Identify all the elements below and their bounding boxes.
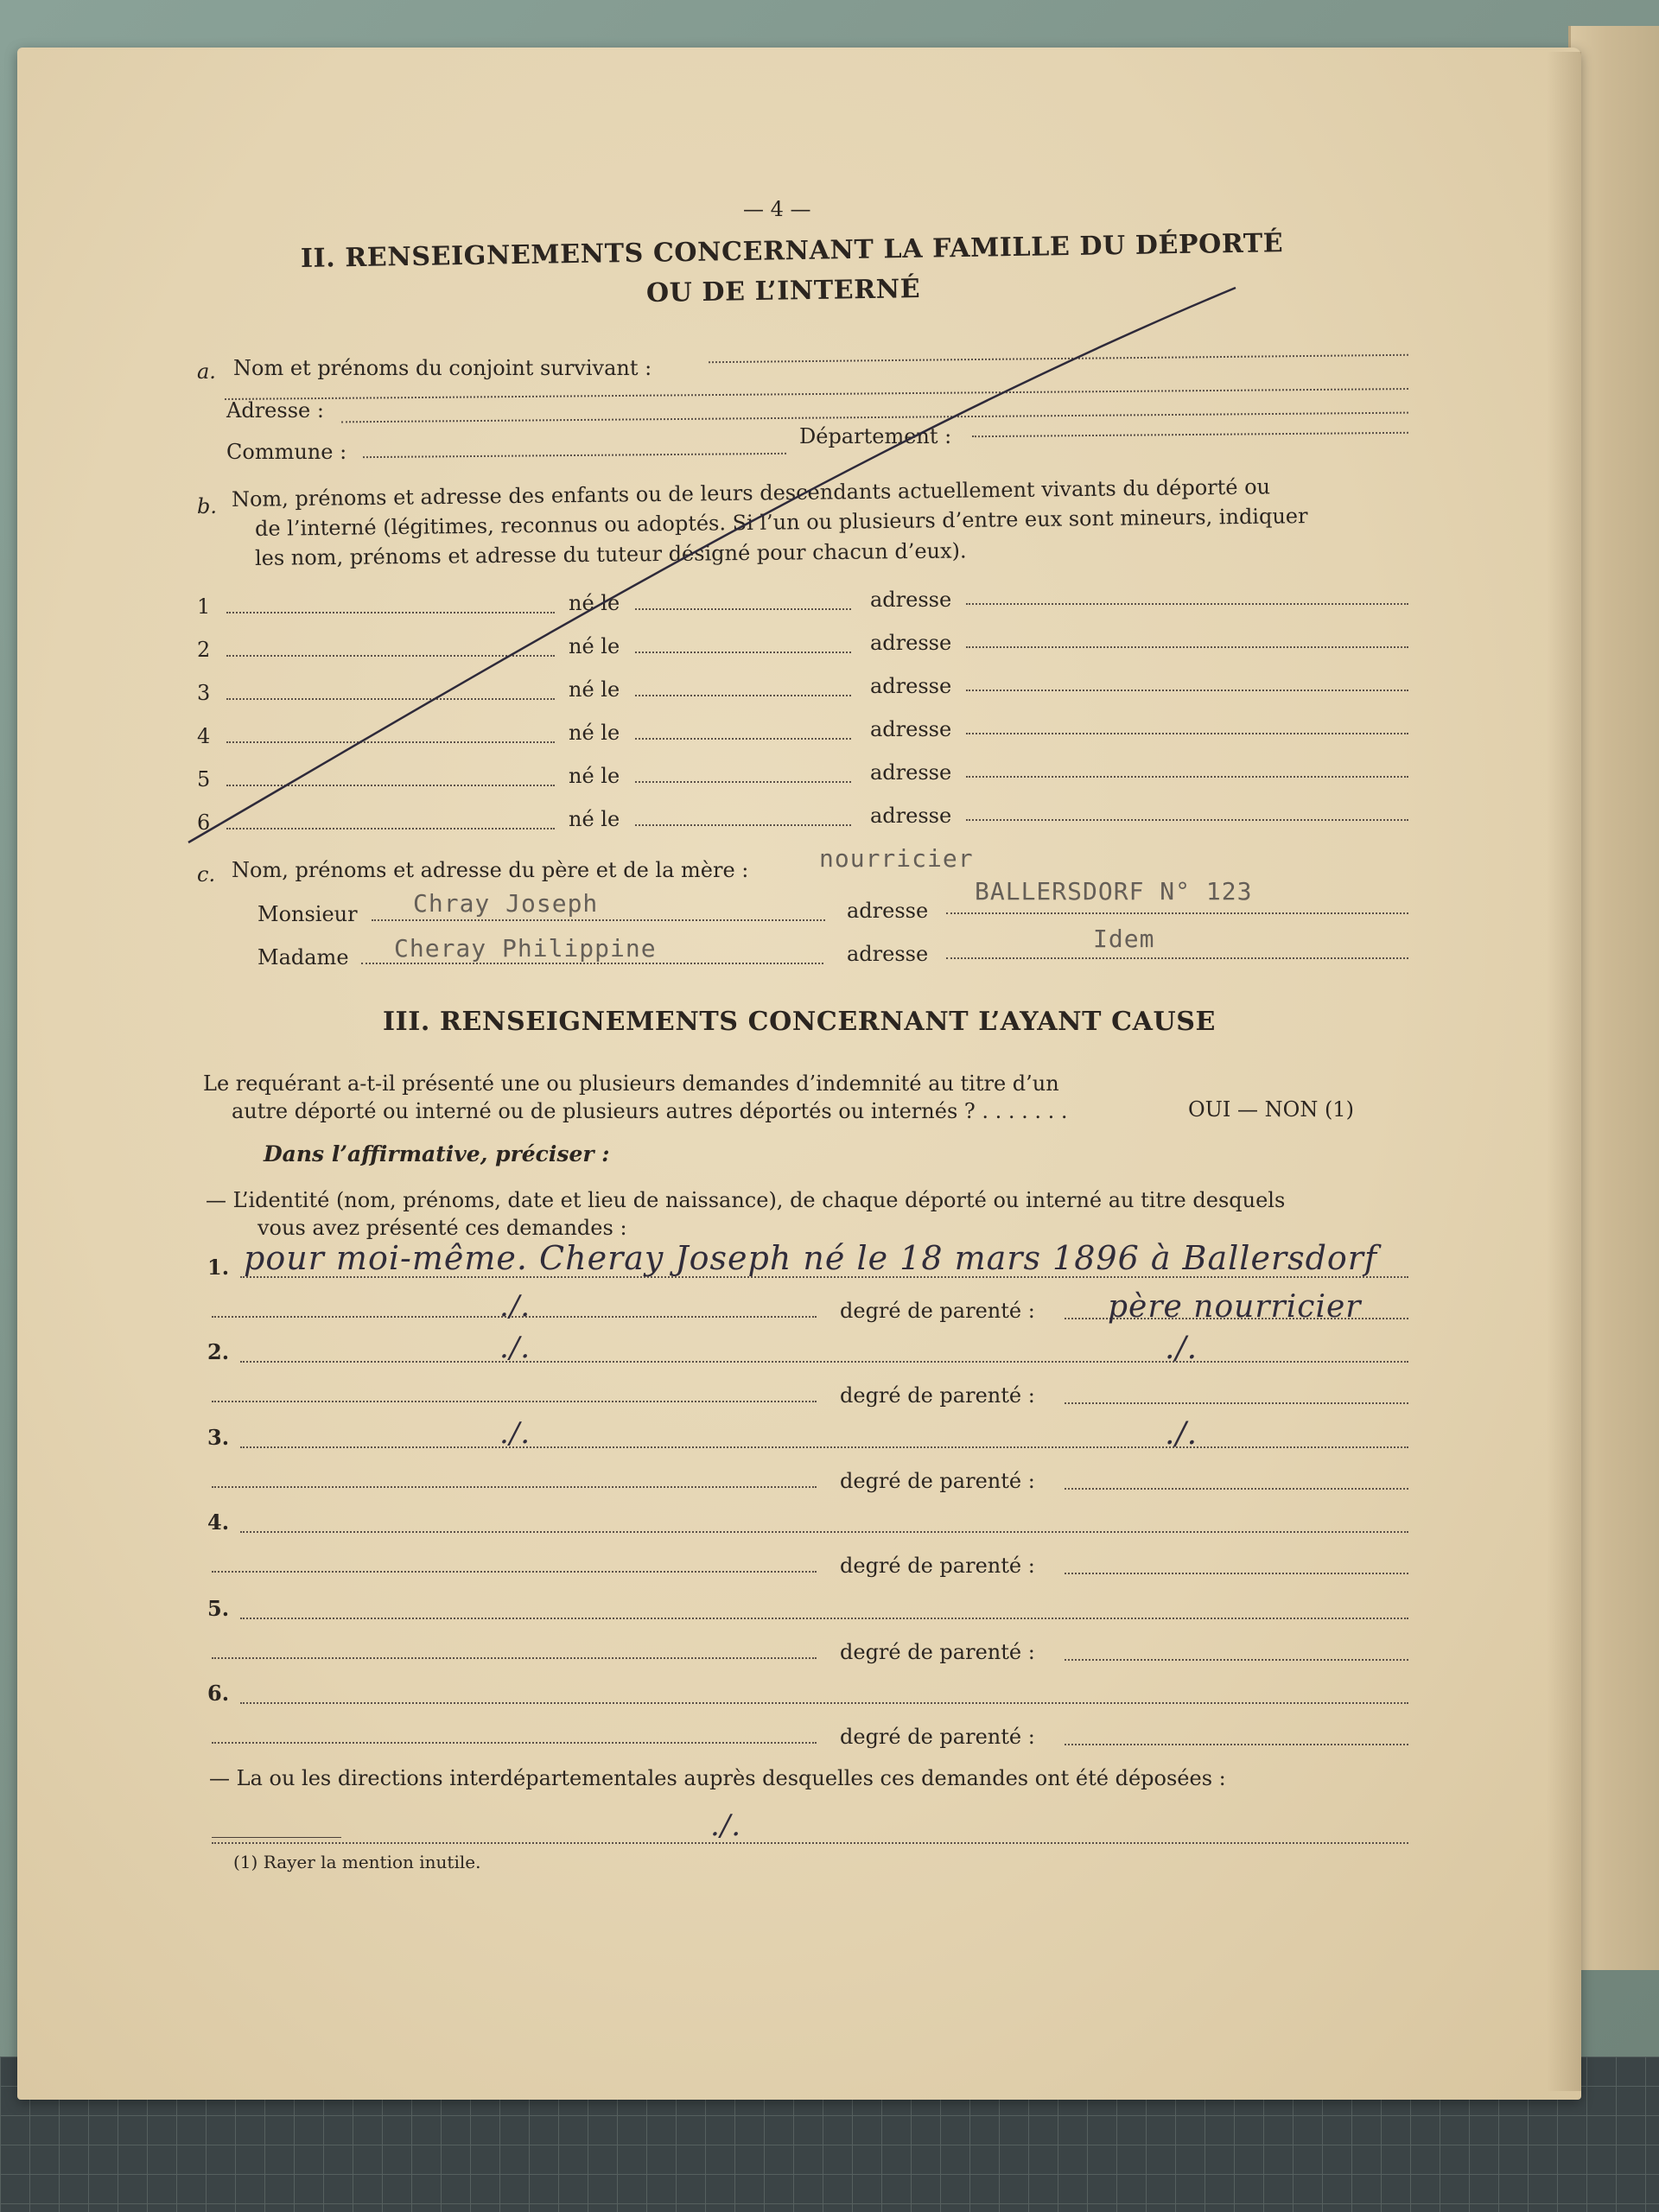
child-ne-le-label: né le — [569, 634, 620, 658]
entry-number: 6. — [207, 1681, 230, 1706]
footnote: (1) Rayer la mention inutile. — [233, 1852, 481, 1872]
page-number: — 4 — — [743, 197, 811, 221]
child-ne-le-label: né le — [569, 807, 620, 831]
entry-identity-field-line2[interactable] — [212, 1571, 817, 1573]
enfants-text-line1: Nom, prénoms et adresse des enfants ou de leurs descendants actuellement vivants du déporté ou — [231, 474, 1271, 512]
entry-identity-field[interactable] — [240, 1618, 1408, 1619]
affirmative-label: Dans l’affirmative, préciser : — [264, 1141, 610, 1166]
enfants-text-line3: les nom, prénoms et adresse du tuteur désigné pour chacun d’eux). — [254, 538, 967, 570]
section-2-title-line1: II. RENSEIGNEMENTS CONCERNANT LA FAMILLE DU DÉPORTÉ — [300, 228, 1284, 274]
child-adresse-label: adresse — [870, 717, 952, 741]
child-ne-le-label: né le — [569, 764, 620, 788]
entry-degre-field[interactable] — [1065, 1402, 1408, 1404]
section-3-title: III. RENSEIGNEMENTS CONCERNANT L’AYANT CAUSE — [383, 1007, 1216, 1037]
entry-degre-field[interactable] — [1065, 1573, 1408, 1574]
section-2-title-line2: OU DE L’INTERNÉ — [645, 274, 921, 308]
child-adresse-label: adresse — [870, 631, 952, 655]
child-adresse-label: adresse — [870, 674, 952, 698]
child-adresse-label: adresse — [870, 804, 952, 828]
entry-ditto-mark: ./. — [499, 1416, 531, 1451]
child-ne-le-label: né le — [569, 591, 620, 615]
entry-degre-field[interactable] — [1065, 1744, 1408, 1745]
monsieur-adresse-value: BALLERSDORF N° 123 — [975, 877, 1253, 906]
adresse-label: Adresse : — [226, 398, 324, 423]
entry-degre-label: degré de parenté : — [840, 1640, 1035, 1664]
madame-label: Madame — [257, 945, 349, 969]
entry-identity-field-line2[interactable] — [212, 1486, 817, 1488]
madame-adresse-value: Idem — [1093, 925, 1155, 953]
entry-number: 1. — [207, 1255, 230, 1280]
entry-ditto-mark: ./. — [499, 1331, 531, 1365]
madame-name-field[interactable] — [361, 963, 823, 964]
conjoint-label: Nom et prénoms du conjoint survivant : — [233, 356, 652, 380]
entry-identity-field[interactable] — [240, 1446, 1408, 1448]
enfants-text-line2: de l’interné (légitimes, reconnus ou adoptés. Si l’un ou plusieurs d’entre eux sont mineurs, indiquer — [254, 504, 1308, 541]
entry-degre-field[interactable] — [1065, 1659, 1408, 1661]
entry-identity-field[interactable] — [240, 1531, 1408, 1533]
entry-identity-field[interactable] — [240, 1361, 1408, 1363]
entry-identity-field-line2[interactable] — [212, 1401, 817, 1402]
entry-ditto-mark: ./. — [499, 1289, 531, 1324]
madame-adresse-field[interactable] — [946, 957, 1408, 959]
child-ne-le-label: né le — [569, 721, 620, 745]
entry-identity-field[interactable] — [240, 1702, 1408, 1704]
child-number: 3 — [197, 681, 211, 705]
child-number: 2 — [197, 638, 211, 662]
entry-handwritten-identity: pour moi-même. Cheray Joseph né le 18 mars 1896 à Ballersdorf — [244, 1239, 1378, 1277]
entry-degre-label: degré de parenté : — [840, 1299, 1035, 1323]
directions-value: ./. — [710, 1808, 742, 1843]
entry-degre-label: degré de parenté : — [840, 1554, 1035, 1578]
entry-number: 5. — [207, 1596, 230, 1621]
child-number: 1 — [197, 594, 211, 619]
child-ne-le-label: né le — [569, 677, 620, 702]
child-number: 6 — [197, 810, 211, 835]
child-adresse-label: adresse — [870, 588, 952, 612]
identite-line1: — L’identité (nom, prénoms, date et lieu de naissance), de chaque déporté ou interné au titre desquels — [206, 1188, 1286, 1212]
question-line1: Le requérant a-t-il présenté une ou plusieurs demandes d’indemnité au titre d’un — [203, 1071, 1059, 1096]
commune-label: Commune : — [226, 440, 347, 464]
section-c-letter: c. — [197, 862, 216, 887]
identite-line2: vous avez présenté ces demandes : — [257, 1216, 627, 1240]
monsieur-adresse-label: adresse — [847, 899, 929, 923]
parents-typed-nourricier: nourricier — [819, 844, 974, 873]
monsieur-adresse-field[interactable] — [946, 912, 1408, 914]
parents-label: Nom, prénoms et adresse du père et de la mère : — [232, 858, 749, 882]
entry-degre-value: père nourricier — [1108, 1289, 1362, 1325]
section-b-letter: b. — [197, 494, 217, 518]
entry-degre-field[interactable] — [1065, 1488, 1408, 1490]
child-number: 4 — [197, 724, 211, 748]
entry-degre-value: ./. — [1165, 1416, 1198, 1452]
entry-identity-field-line2[interactable] — [212, 1657, 817, 1659]
directions-field[interactable] — [212, 1842, 1408, 1844]
entry-identity-field-line2[interactable] — [212, 1742, 817, 1744]
entry-degre-label: degré de parenté : — [840, 1469, 1035, 1493]
entry-degre-value: ./. — [1165, 1331, 1198, 1366]
entry-number: 4. — [207, 1510, 230, 1535]
question-line2: autre déporté ou interné ou de plusieurs autres déportés ou internés ? . . . . . . . — [232, 1099, 1068, 1123]
footnote-rule — [212, 1837, 341, 1838]
entry-number: 2. — [207, 1339, 230, 1364]
child-number: 5 — [197, 767, 211, 791]
departement-label: Département : — [799, 424, 952, 448]
monsieur-label: Monsieur — [257, 902, 358, 926]
directions-line: — La ou les directions interdépartementales auprès desquelles ces demandes ont été déposées : — [209, 1766, 1226, 1790]
entry-degre-label: degré de parenté : — [840, 1383, 1035, 1408]
madame-adresse-label: adresse — [847, 942, 929, 966]
monsieur-name-value: Chray Joseph — [413, 889, 599, 918]
madame-name-value: Cheray Philippine — [394, 934, 657, 963]
monsieur-name-field[interactable] — [372, 919, 825, 921]
entry-degre-label: degré de parenté : — [840, 1725, 1035, 1749]
entry-number: 3. — [207, 1425, 230, 1450]
child-adresse-label: adresse — [870, 760, 952, 785]
oui-non-choice[interactable]: OUI — NON (1) — [1188, 1097, 1354, 1122]
section-a-letter: a. — [197, 359, 216, 384]
